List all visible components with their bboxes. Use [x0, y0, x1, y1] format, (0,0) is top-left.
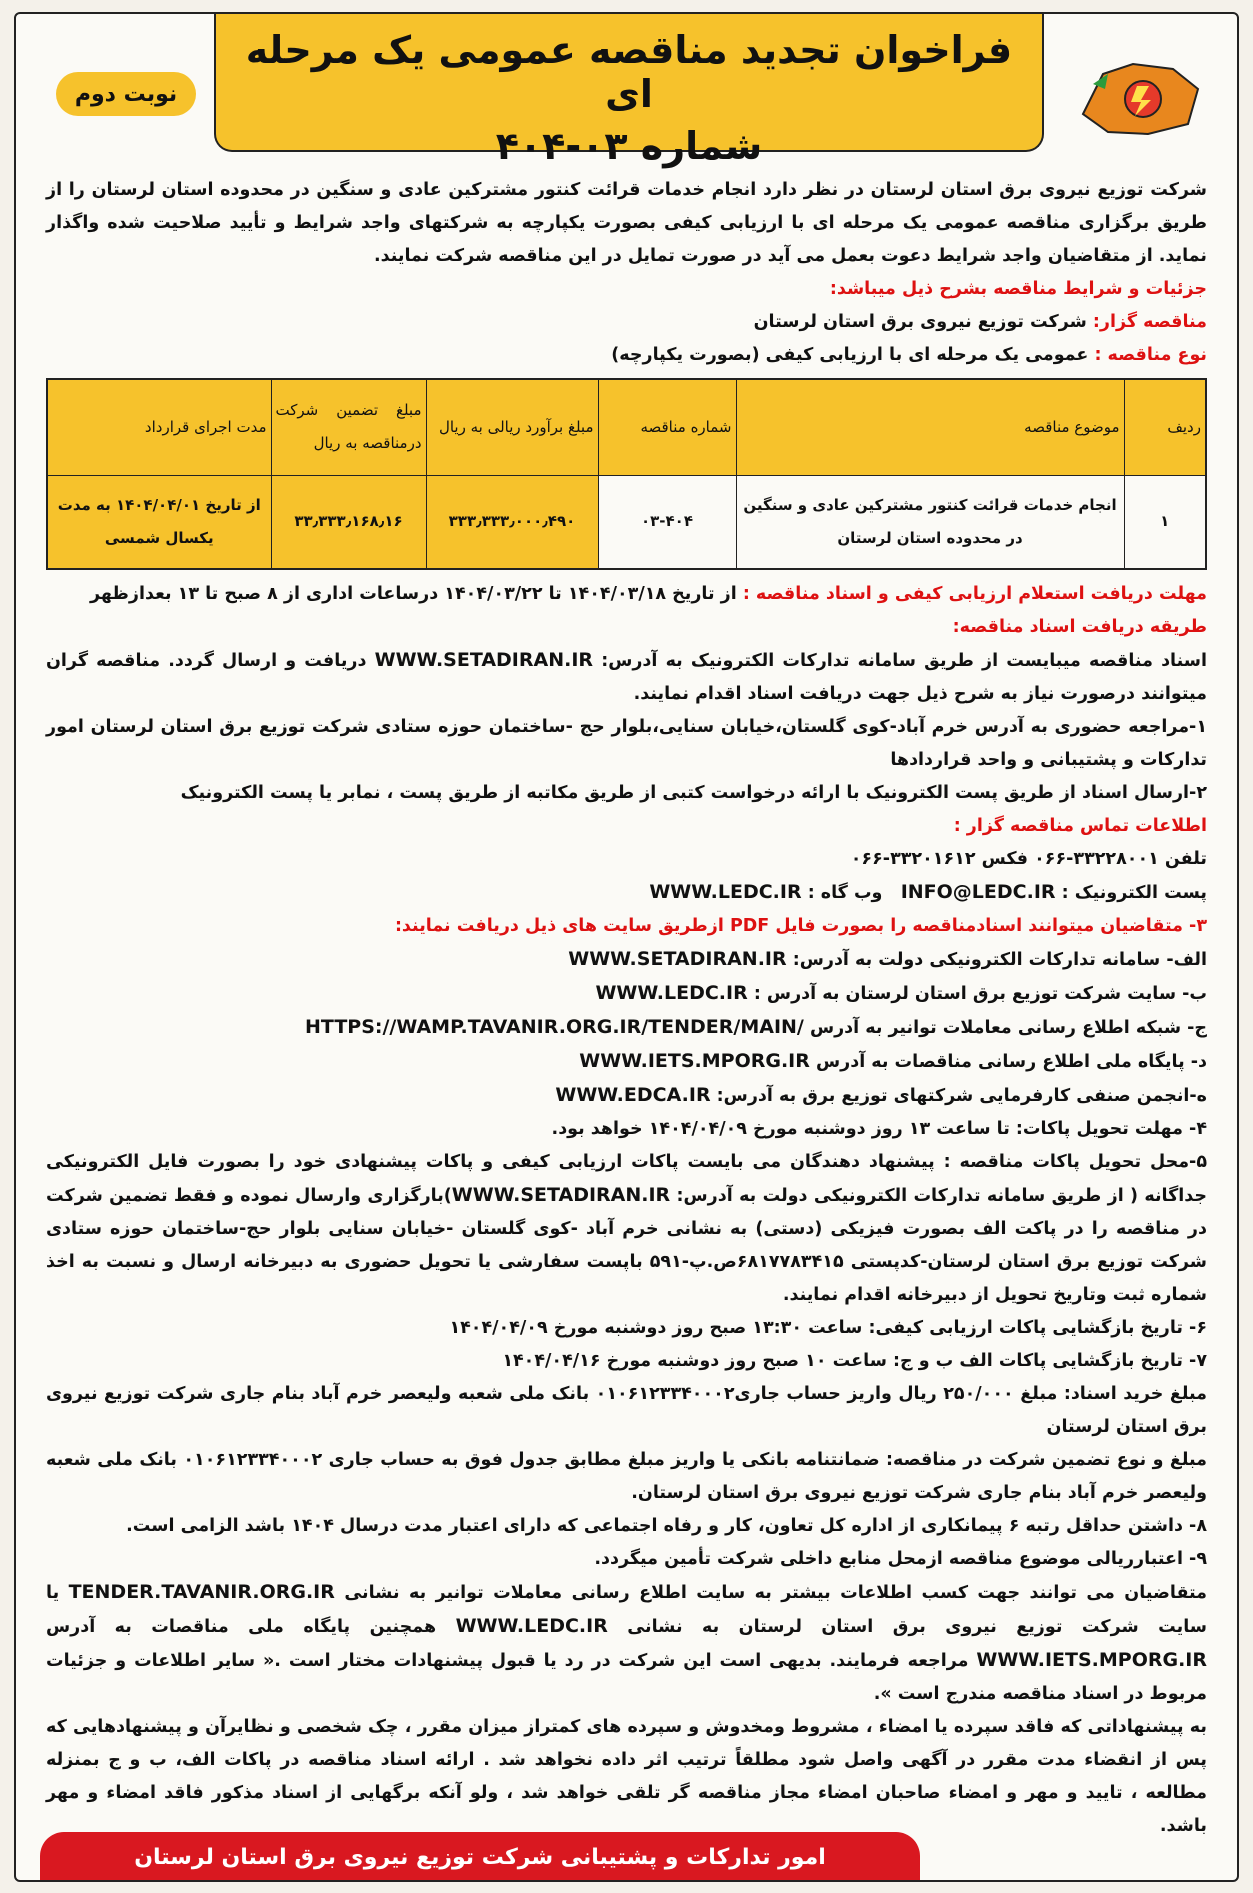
table-header: ردیف: [1124, 379, 1206, 475]
closing-text: مراجعه فرمایند. بدیهی است این شرکت در رد یا قبول پیشنهادات مختار است .« سایر اطلاعات و جزئیات مربوط در اسناد مناقصه مندرج است ».: [46, 1651, 1207, 1704]
method-item-1: ۱-مراجعه حضوری به آدرس خرم آباد-کوی گلستان،خیابان سنایی،بلوار حج -ساختمان حوزه ستادی شرکت توزیع برق استان لرستان امور تدارکات و پشتیبانی و واحد قراردادها: [46, 717, 1207, 770]
notice-number: شماره ۰۳-۴۰۴: [495, 124, 763, 168]
site-link[interactable]: WWW.IETS.MPORG.IR: [579, 1050, 810, 1072]
table-header: موضوع مناقصه: [736, 379, 1124, 475]
closing-text: یا سایت شرکت توزیع نیروی برق استان لرستان به نشانی: [46, 1583, 1208, 1637]
table-header: شماره مناقصه: [598, 379, 736, 475]
notice-title: فراخوان تجدید مناقصه عمومی یک مرحله ای: [245, 28, 1013, 116]
site-label: د- پایگاه ملی اطلاع رسانی مناقصات به آدرس: [815, 1052, 1207, 1072]
method-paragraph: [46, 644, 1207, 711]
item-5-text: )بارگزاری وارسال نموده و فقط تضمین شرکت در مناقصه را در پاکت الف بصورت فیزیکی (دستی) به نشانی خرم آباد -کوی گلستان -خیابان سنایی بلوار حج-ساختمان حوزه ستادی شرکت توزیع برق استان لرستان-کدپستی ۶۸۱۷۷۸۳۴۱۵ص.پ-۵۹۱ باپست سفارشی یا تحویل حضوری به دبیرخانه ارسال و نسبت به اخذ شماره ثبت وتاریخ تحویل از دبیرخانه اقدام نمایند.: [46, 1186, 1207, 1305]
setad-link[interactable]: WWW.SETADIRAN.IR: [374, 649, 594, 671]
deadline-label: مهلت دریافت استعلام ارزیابی کیفی و اسناد مناقصه :: [742, 584, 1207, 604]
table-header: مبلغ برآورد ریالی به ریال: [426, 379, 598, 475]
contact-heading: اطلاعات تماس مناقصه گزار :: [953, 816, 1207, 836]
site-item: [46, 1045, 1207, 1079]
item-9: ۹- اعتبارریالی موضوع مناقصه ازمحل منابع داخلی شرکت تأمین میگردد.: [594, 1549, 1207, 1569]
table-cell: ۱: [1124, 475, 1206, 569]
item-5-text: ۵-محل تحویل پاکات مناقصه : پیشنهاد دهندگان می بایست پاکات ارزیابی کیفی و پاکات پیشنهادی خود را بصورت فایل الکترونیکی جداگانه ( از طریق سامانه تدارکات الکترونیکی دولت به آدرس:: [46, 1152, 1207, 1206]
tenderer-line: [46, 306, 1207, 339]
table-header: مبلغ تضمین شرکت درمناقصه به ریال: [271, 379, 426, 475]
site-item: [46, 1011, 1207, 1045]
item-7: ۷- تاریخ بازگشایی پاکات الف ب و ج: ساعت ۱۰ صبح روز دوشنبه مورخ ۱۴۰۴/۰۴/۱۶: [502, 1351, 1207, 1371]
setad-link[interactable]: WWW.SETADIRAN.IR: [451, 1184, 671, 1206]
tender-type-label: نوع مناقصه :: [1094, 345, 1207, 365]
iets-link[interactable]: WWW.IETS.MPORG.IR: [976, 1649, 1208, 1671]
site-label: ج- شبکه اطلاع رسانی معاملات توانیر به آدرس: [809, 1018, 1207, 1038]
round-badge: نوبت دوم: [56, 72, 196, 116]
closing-paragraph: [46, 1576, 1207, 1711]
tenderer-label: مناقصه گزار:: [1092, 312, 1207, 332]
footer-banner: امور تدارکات و پشتیبانی شرکت توزیع نیروی برق استان لرستان: [40, 1832, 920, 1882]
phone-line: تلفن ۳۳۲۲۸۰۰۱-۰۶۶ فکس ۳۳۲۰۱۶۱۲-۰۶۶: [850, 849, 1207, 869]
item-6: ۶- تاریخ بازگشایی پاکات ارزیابی کیفی: ساعت ۱۳:۳۰ صبح روز دوشنبه مورخ ۱۴۰۴/۰۴/۰۹: [449, 1318, 1207, 1338]
site-label: ب- سایت شرکت توزیع برق استان لرستان به آدرس :: [753, 984, 1207, 1004]
details-heading: جزئیات و شرایط مناقصه بشرح ذیل میباشد:: [829, 279, 1207, 299]
fee-line: مبلغ خرید اسناد: مبلغ ۲۵۰/۰۰۰ ریال واریز حساب جاری۰۱۰۶۱۲۳۳۴۰۰۰۲ بانک ملی شعبه ولیعصر خرم آباد بنام جاری شرکت توزیع نیروی برق استان لرستان: [46, 1384, 1207, 1437]
email-label: پست الکترونیک :: [1061, 883, 1207, 903]
intro-paragraph: شرکت توزیع نیروی برق استان لرستان در نظر دارد انجام خدمات قرائت کنتور مشترکین عادی و سنگین در محدوده استان لرستان را از طریق برگزاری مناقصه عمومی یک مرحله ای با ارزیابی کیفی بصورت یکپارچه به شرکتهای واجد شرایط و تأیید صلاحیت شده واگذار نماید. از متقاضیان واجد شرایط دعوت بعمل می آید در صورت تمایل در این مناقصه شرکت نمایند.: [46, 180, 1207, 266]
item-4: ۴- مهلت تحویل پاکات: تا ساعت ۱۳ روز دوشنبه مورخ ۱۴۰۴/۰۴/۰۹ خواهد بود.: [551, 1119, 1207, 1139]
notice-header: [214, 14, 1044, 168]
email-web-line: [46, 876, 1207, 910]
item-8: ۸- داشتن حداقل رتبه ۶ پیمانکاری از اداره کل تعاون، کار و رفاه اجتماعی که دارای اعتبار مدت درسال ۱۴۰۴ باشد الزامی است.: [126, 1516, 1207, 1536]
table-cell: ۰۳-۴۰۴: [598, 475, 736, 569]
item-5: [46, 1146, 1207, 1312]
site-label: الف- سامانه تدارکات الکترونیکی دولت به آدرس:: [792, 950, 1207, 970]
method-item-2: ۲-ارسال اسناد از طریق پست الکترونیک با ارائه درخواست کتبی از طریق مکاتبه از طریق پست ، نمابر یا پست الکترونیک: [180, 783, 1207, 803]
tavanir-link[interactable]: TENDER.TAVANIR.ORG.IR: [68, 1581, 335, 1603]
site-label: ه-انجمن صنفی کارفرمایی شرکتهای توزیع برق به آدرس:: [716, 1086, 1207, 1106]
email-link[interactable]: INFO@LEDC.IR: [900, 881, 1056, 903]
pdf-heading: ۳- متقاضیان میتوانند اسنادمناقصه را بصورت فایل PDF ازطریق سایت های ذیل دریافت نمایند:: [394, 916, 1207, 936]
method-text: اسناد مناقصه میبایست از طریق سامانه تدارکات الکترونیک به آدرس:: [601, 651, 1207, 671]
site-item: [46, 1079, 1207, 1113]
final-paragraph: به پیشنهاداتی که فاقد سپرده یا امضاء ، مشروط ومخدوش و سپرده های کمتراز میزان مقرر ، چک شخصی و نظایرآن و پیشنهادهایی که پس از انقضاء مدت مقرر در آگهی واصل شود مطلقاً ترتیب اثر داده نخواهد شد . ارائه اسناد مناقصه در پاکات الف، ب و ج بمنزله مطالعه ، تایید و مهر و امضاء صاحبان امضاء مجاز مناقصه گر تلقی خواهد شد ، ولو آنکه برگهایی از اسناد مذکور فاقد امضاء و مهر باشد.: [46, 1717, 1207, 1836]
table-cell: از تاریخ ۱۴۰۴/۰۴/۰۱ به مدت یکسال شمسی: [47, 475, 271, 569]
tender-type-value: عمومی یک مرحله ای با ارزیابی کیفی (بصورت یکپارچه): [611, 345, 1089, 365]
tender-notice-page: [14, 12, 1239, 1882]
table-row: [47, 475, 1206, 569]
method-heading: طریقه دریافت اسناد مناقصه:: [952, 617, 1207, 637]
notice-body: [46, 174, 1207, 1843]
table-header: مدت اجرای قرارداد: [47, 379, 271, 475]
site-link[interactable]: HTTPS://WAMP.TAVANIR.ORG.IR/TENDER/MAIN/: [305, 1016, 804, 1038]
table-cell: ۳۳٫۳۳۳٫۱۶۸٫۱۶: [271, 475, 426, 569]
table-cell: انجام خدمات قرائت کنتور مشترکین عادی و سنگین در محدوده استان لرستان: [736, 475, 1124, 569]
tenderer-value: شرکت توزیع نیروی برق استان لرستان: [753, 312, 1087, 332]
guarantee-line: مبلغ و نوع تضمین شرکت در مناقصه: ضمانتنامه بانکی یا واریز مبلغ مطابق جدول فوق به حساب جاری ۰۱۰۶۱۲۳۳۴۰۰۰۲ بانک ملی شعبه ولیعصر خرم آباد بنام جاری شرکت توزیع نیروی برق استان لرستان.: [46, 1450, 1207, 1503]
closing-text: متقاضیان می توانند جهت کسب اطلاعات بیشتر به سایت اطلاع رسانی معاملات توانیر به نشانی: [344, 1583, 1208, 1603]
web-link[interactable]: WWW.LEDC.IR: [649, 881, 802, 903]
deadline-value: از تاریخ ۱۴۰۴/۰۳/۱۸ تا ۱۴۰۴/۰۳/۲۲ درساعات اداری از ۸ صبح تا ۱۳ بعدازظهر: [89, 584, 737, 604]
table-cell: ۳۳۳٫۳۳۳٫۰۰۰٫۴۹۰: [426, 475, 598, 569]
company-logo-icon: [1063, 44, 1213, 144]
ledc-link[interactable]: WWW.LEDC.IR: [455, 1615, 608, 1637]
site-link[interactable]: WWW.SETADIRAN.IR: [568, 948, 787, 970]
tender-table: [46, 378, 1207, 570]
site-item: [46, 943, 1207, 977]
deadline-line: [46, 578, 1207, 611]
tender-type-line: [46, 339, 1207, 372]
site-link[interactable]: WWW.EDCA.IR: [555, 1084, 711, 1106]
method-text: دریافت و ارسال گردد. مناقصه گران میتوانند درصورت نیاز به شرح ذیل جهت دریافت اسناد اقدام نمایند.: [46, 651, 1207, 704]
web-label: وب گاه :: [807, 883, 883, 903]
site-link[interactable]: WWW.LEDC.IR: [595, 982, 748, 1004]
site-item: [46, 977, 1207, 1011]
closing-text: همچنین پایگاه ملی مناقصات به آدرس: [46, 1617, 437, 1637]
